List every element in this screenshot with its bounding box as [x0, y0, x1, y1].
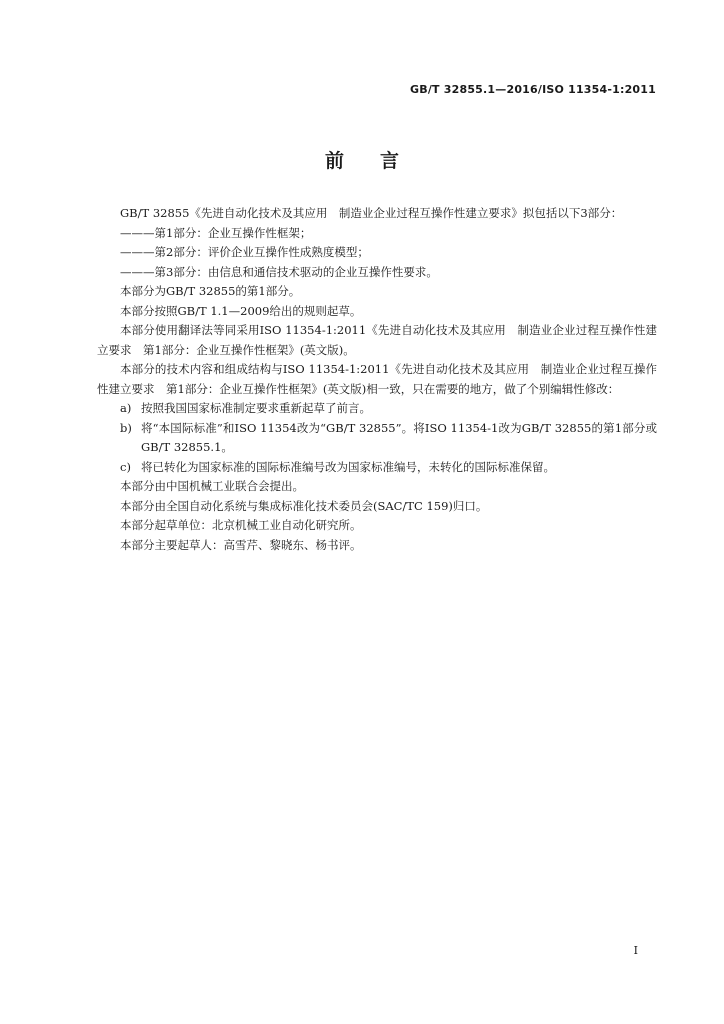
list-text: 将已转化为国家标准的国际标准编号改为国家标准编号，未转化的国际标准保留。 [141, 459, 555, 474]
list-item-c [97, 458, 657, 478]
paragraph-part-3: ———第3部分：由信息和通信技术驱动的企业互操作性要求。 [120, 264, 438, 279]
page-title [0, 146, 724, 173]
list-marker: c) [120, 459, 131, 474]
paragraph-drafting-rule: 本部分按照GB/T 1.1—2009给出的规则起草。 [120, 303, 362, 318]
page-title-char-1: 前 [324, 150, 344, 172]
paragraph-managed-by: 本部分由全国自动化系统与集成标准化技术委员会(SAC/TC 159)归口。 [120, 498, 488, 513]
paragraph-proposed-by: 本部分由中国机械工业联合会提出。 [120, 479, 304, 493]
paragraph-drafting-unit: 本部分起草单位：北京机械工业自动化研究所。 [120, 518, 362, 532]
paragraph-consistency: 本部分的技术内容和组成结构与ISO 11354-1:2011《先进自动化技术及其应用 制造业企业过程互操作性建立要求 第1部分：企业互操作性框架》(英文版)相一致，只在需要的地方，做了个别编辑性修改： [97, 362, 657, 396]
page-number: I [633, 944, 638, 957]
paragraph-this-part: 本部分为GB/T 32855的第1部分。 [120, 284, 301, 298]
paragraph-part-1: ———第1部分：企业互操作性框架； [120, 225, 312, 240]
page-title-char-2: 言 [380, 150, 400, 172]
list-marker: b) [120, 420, 132, 435]
preface-body [97, 204, 657, 555]
list-item-b [97, 419, 657, 458]
paragraph-translation: 本部分使用翻译法等同采用ISO 11354-1:2011《先进自动化技术及其应用 制造业企业过程互操作性建立要求 第1部分：企业互操作性框架》(英文版)。 [97, 323, 657, 357]
paragraph-drafters: 本部分主要起草人：高雪芹、黎晓东、杨书评。 [120, 537, 362, 552]
list-item-a [97, 399, 657, 419]
paragraph-part-2: ———第2部分：评价企业互操作性成熟度模型； [120, 245, 369, 259]
list-text: 按照我国国家标准制定要求重新起草了前言。 [141, 401, 371, 415]
list-marker: a) [120, 401, 132, 415]
list-text: 将“本国际标准”和ISO 11354改为“GB/T 32855”。将ISO 11354-1改为GB/T 32855的第1部分或GB/T 32855.1。 [141, 420, 657, 454]
document-code: GB/T 32855.1—2016/ISO 11354-1:2011 [410, 83, 656, 96]
paragraph-intro: GB/T 32855《先进自动化技术及其应用 制造业企业过程互操作性建立要求》拟包括以下3部分： [120, 206, 623, 220]
